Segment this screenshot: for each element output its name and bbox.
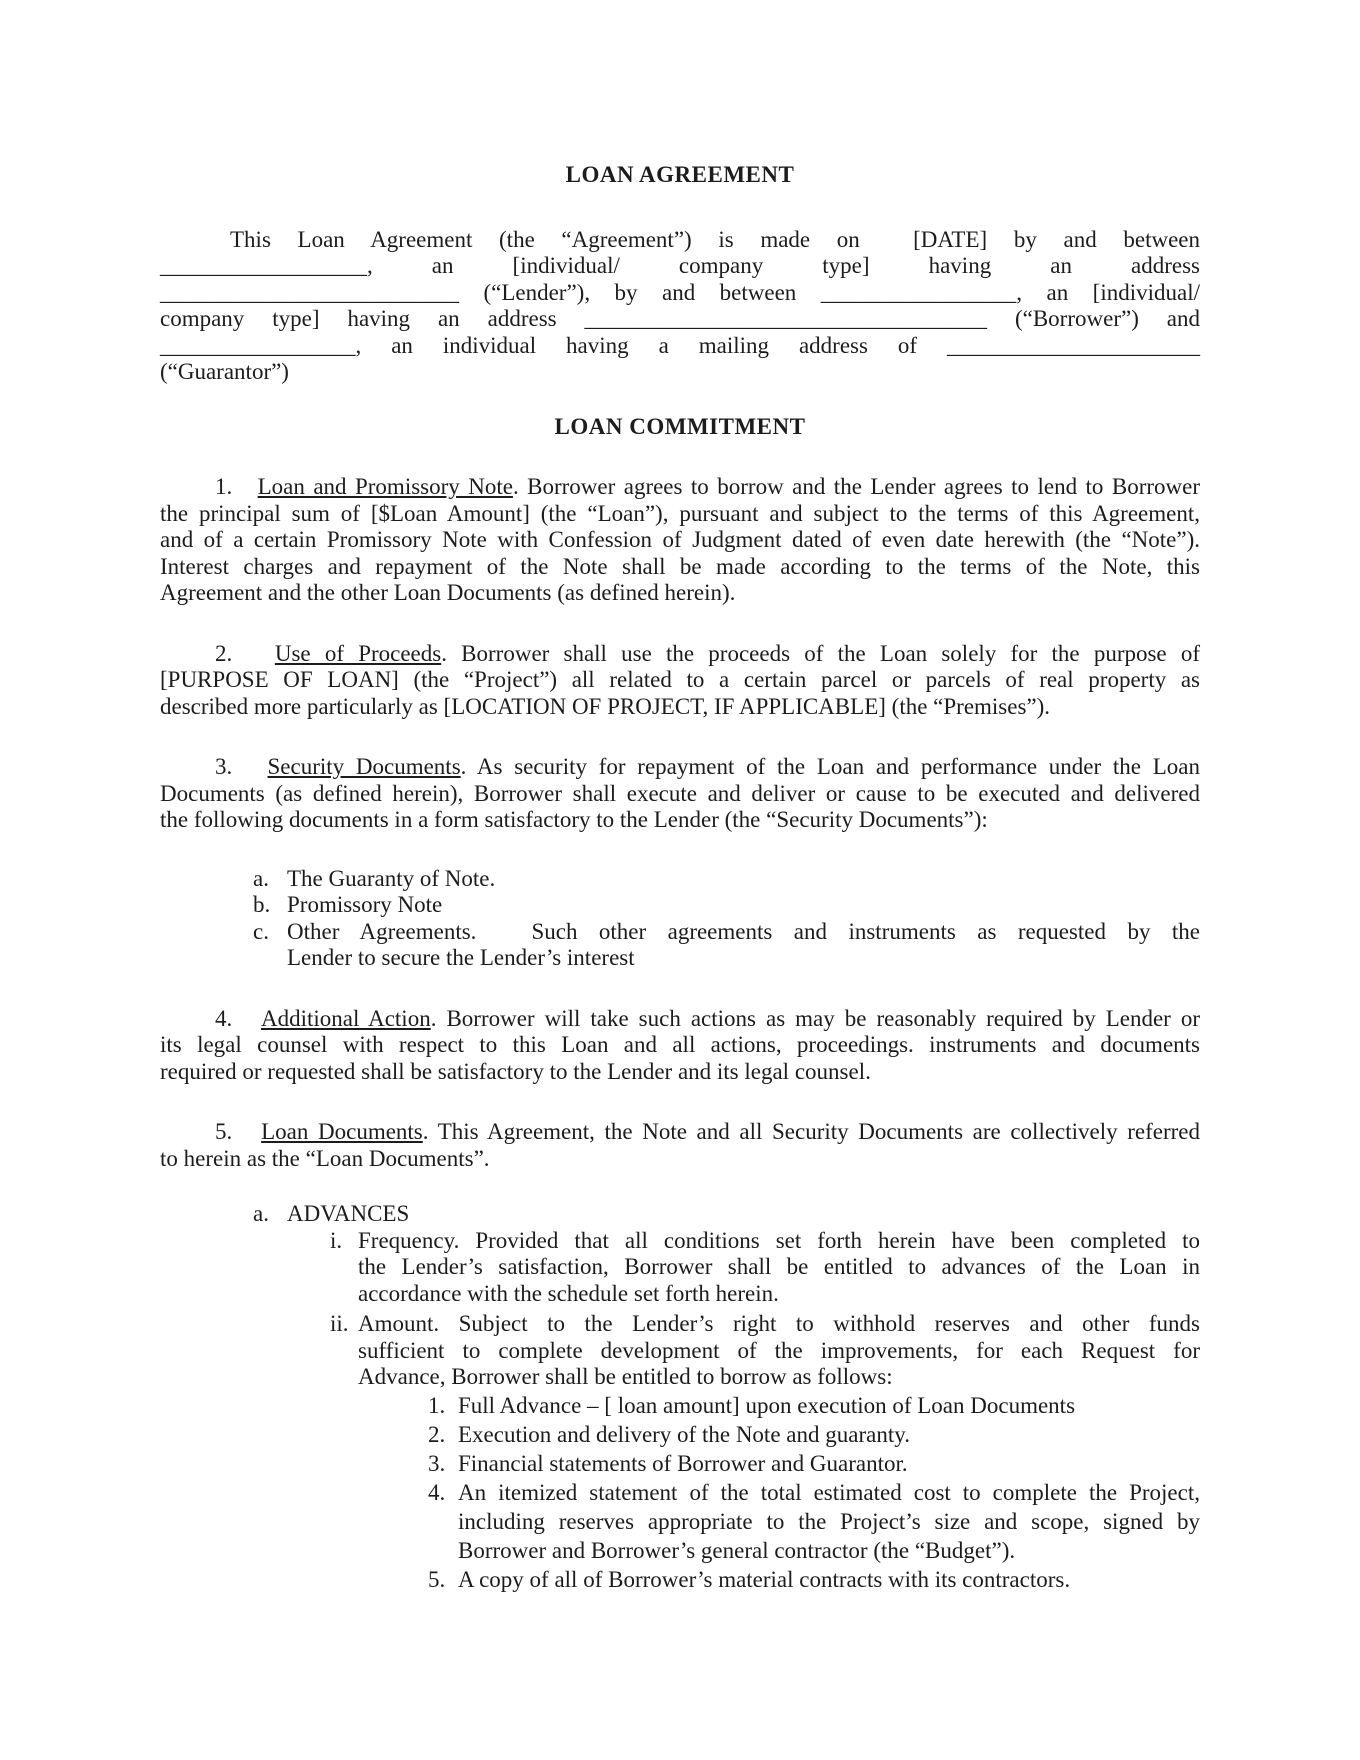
text-line: [160, 1228, 1200, 1255]
intro-paragraph: [160, 227, 1200, 386]
text-segment: [PURPOSE OF LOAN] (the “Project”) all related to a certain parcel or parcels of real property as: [160, 667, 1200, 692]
list-marker: 3.: [428, 1450, 446, 1476]
text-line: [160, 1338, 1200, 1365]
text-line: [160, 1201, 1200, 1228]
list-marker: a.: [253, 1201, 269, 1226]
advances-label: [160, 1201, 1200, 1228]
list-marker: 5.: [428, 1566, 446, 1592]
text-segment: to herein as the “Loan Documents”.: [160, 1145, 490, 1171]
advance-conditions-list: [160, 1391, 1200, 1594]
text-line: [160, 227, 1200, 254]
text-segment: _________________, an individual having a mailing address of ______________________: [160, 332, 1200, 358]
underlined-clause-title: Loan Documents: [261, 1119, 423, 1144]
text-line: [160, 1536, 1200, 1565]
underlined-clause-title: Use of Proceeds: [274, 640, 442, 666]
text-line: [160, 1254, 1200, 1281]
list-marker: ii.: [330, 1311, 349, 1336]
text-segment: Advance, Borrower shall be entitled to borrow as follows:: [358, 1364, 893, 1389]
para-additional-action: [160, 1006, 1200, 1086]
text-segment: the Lender’s satisfaction, Borrower shall be entitled to advances of the Loan in: [358, 1254, 1200, 1279]
text-segment: required or requested shall be satisfactory to the Lender and its legal counsel.: [160, 1058, 871, 1084]
text-line: [160, 501, 1200, 528]
para-loan-and-promissory-note: [160, 474, 1200, 607]
text-segment: and of a certain Promissory Note with Confession of Judgment dated of even date herewith (the “Note”).: [160, 527, 1200, 552]
text-segment: . Borrower agrees to borrow and the Lender agrees to lend to Borrower: [512, 474, 1200, 499]
text-segment: Full Advance – [ loan amount] upon execution of Loan Documents: [458, 1392, 1076, 1418]
text-segment: 4.: [215, 1005, 261, 1031]
list-marker: c.: [253, 918, 269, 944]
text-segment: . Borrower shall use the proceeds of the Loan solely for the purpose of: [441, 640, 1200, 666]
text-line: [160, 554, 1200, 581]
underlined-clause-title: Loan and Promissory Note: [257, 474, 513, 499]
list-marker: 2.: [428, 1421, 446, 1447]
loan-commitment-heading: LOAN COMMITMENT: [554, 413, 806, 439]
text-segment: . Borrower will take such actions as may be reasonably required by Lender or: [430, 1005, 1200, 1031]
text-segment: The Guaranty of Note.: [287, 865, 496, 891]
text-line: [160, 1006, 1200, 1033]
text-segment: company type] having an address ___________________________________ (“Borrower”) and: [160, 306, 1200, 331]
text-segment: Financial statements of Borrower and Guarantor.: [458, 1450, 908, 1476]
text-segment: Promissory Note: [287, 892, 443, 917]
text-segment: ADVANCES: [287, 1201, 410, 1226]
text-line: [160, 1449, 1200, 1478]
text-line: [160, 641, 1200, 668]
text-segment: described more particularly as [LOCATION OF PROJECT, IF APPLICABLE] (the “Premises”).: [160, 693, 1051, 719]
text-line: [160, 807, 1200, 834]
text-line: [160, 1391, 1200, 1420]
text-segment: the principal sum of [$Loan Amount] (the “Loan”), pursuant and subject to the terms of this Agreement,: [160, 500, 1200, 526]
text-line: [160, 474, 1200, 501]
text-segment: A copy of all of Borrower’s material contracts with its contractors.: [458, 1566, 1071, 1592]
text-segment: Interest charges and repayment of the Note shall be made according to the terms of the Note, this: [160, 553, 1200, 579]
text-segment: Borrower and Borrower’s general contractor (the “Budget”).: [458, 1537, 1016, 1563]
text-line: [160, 1119, 1200, 1146]
text-line: [160, 1146, 1200, 1173]
text-line: [160, 1507, 1200, 1536]
text-line: [160, 1032, 1200, 1059]
text-line: [160, 1478, 1200, 1507]
text-segment: 1.: [215, 474, 258, 499]
text-line: [160, 781, 1200, 808]
text-segment: accordance with the schedule set forth herein.: [358, 1280, 779, 1306]
document-title: LOAN AGREEMENT: [565, 162, 795, 187]
text-line: [160, 919, 1200, 946]
text-line: [160, 253, 1200, 280]
text-segment: An itemized statement of the total estimated cost to complete the Project,: [458, 1479, 1200, 1505]
text-segment: Execution and delivery of the Note and guaranty.: [458, 1421, 910, 1447]
text-segment: including reserves appropriate to the Project’s size and scope, signed by: [458, 1508, 1200, 1534]
para-loan-documents: [160, 1119, 1200, 1172]
text-line: [160, 1420, 1200, 1449]
text-line: [160, 1059, 1200, 1086]
underlined-clause-title: Security Documents: [267, 754, 461, 779]
text-segment: . As security for repayment of the Loan and performance under the Loan: [460, 754, 1201, 779]
text-line: [160, 892, 1200, 919]
list-marker: 4.: [428, 1479, 446, 1505]
text-line: [160, 280, 1200, 307]
text-segment: 2.: [215, 640, 275, 666]
text-line: [160, 694, 1200, 721]
text-segment: __________________________ (“Lender”), by and between _________________, an [individual/: [160, 279, 1200, 305]
text-segment: sufficient to complete development of the improvements, for each Request for: [358, 1337, 1200, 1363]
para-security-documents: [160, 754, 1200, 834]
text-segment: Amount. Subject to the Lender’s right to withhold reserves and other funds: [358, 1311, 1200, 1336]
text-line: [160, 333, 1200, 360]
text-line: [160, 945, 1200, 972]
text-segment: the following documents in a form satisfactory to the Lender (the “Security Documents”):: [160, 807, 988, 832]
list-marker: a.: [253, 865, 269, 891]
text-segment: Other Agreements.: [287, 918, 477, 944]
list-marker: 1.: [428, 1392, 446, 1418]
text-segment: Frequency. Provided that all conditions set forth herein have been completed to: [358, 1227, 1200, 1253]
text-segment: This Loan Agreement (the “Agreement”) is made on [DATE] by and between: [230, 226, 1200, 252]
text-line: [160, 1364, 1200, 1391]
text-segment: . This Agreement, the Note and all Security Documents are collectively referred: [422, 1119, 1201, 1144]
text-line: [160, 527, 1200, 554]
text-line: [160, 1565, 1200, 1594]
text-segment: Documents (as defined herein), Borrower shall execute and deliver or cause to be executed and delivered: [160, 780, 1200, 806]
text-line: [160, 1281, 1200, 1308]
security-documents-list: [160, 866, 1200, 972]
advances-item-amount: [160, 1311, 1200, 1391]
text-segment: Lender to secure the Lender’s interest: [287, 945, 635, 970]
text-line: [160, 306, 1200, 333]
list-marker: i.: [330, 1227, 343, 1253]
text-line: [160, 359, 1200, 386]
text-segment: its legal counsel with respect to this Loan and all actions, proceedings. instruments and documents: [160, 1032, 1200, 1057]
text-segment: 3.: [215, 754, 268, 779]
text-segment: Such other agreements and instruments as requested by the: [531, 918, 1200, 944]
text-segment: (“Guarantor”): [160, 359, 289, 384]
text-line: [160, 754, 1200, 781]
text-line: [160, 667, 1200, 694]
text-line: [160, 580, 1200, 607]
text-segment: __________________, an [individual/ company type] having an address: [160, 253, 1200, 278]
text-segment: 5.: [215, 1119, 262, 1144]
text-segment: Agreement and the other Loan Documents (as defined herein).: [160, 580, 736, 605]
list-marker: b.: [253, 892, 271, 917]
text-line: [160, 866, 1200, 893]
para-use-of-proceeds: [160, 641, 1200, 721]
advances-item-frequency: [160, 1228, 1200, 1308]
underlined-clause-title: Additional Action: [260, 1005, 431, 1031]
text-line: [160, 1311, 1200, 1338]
